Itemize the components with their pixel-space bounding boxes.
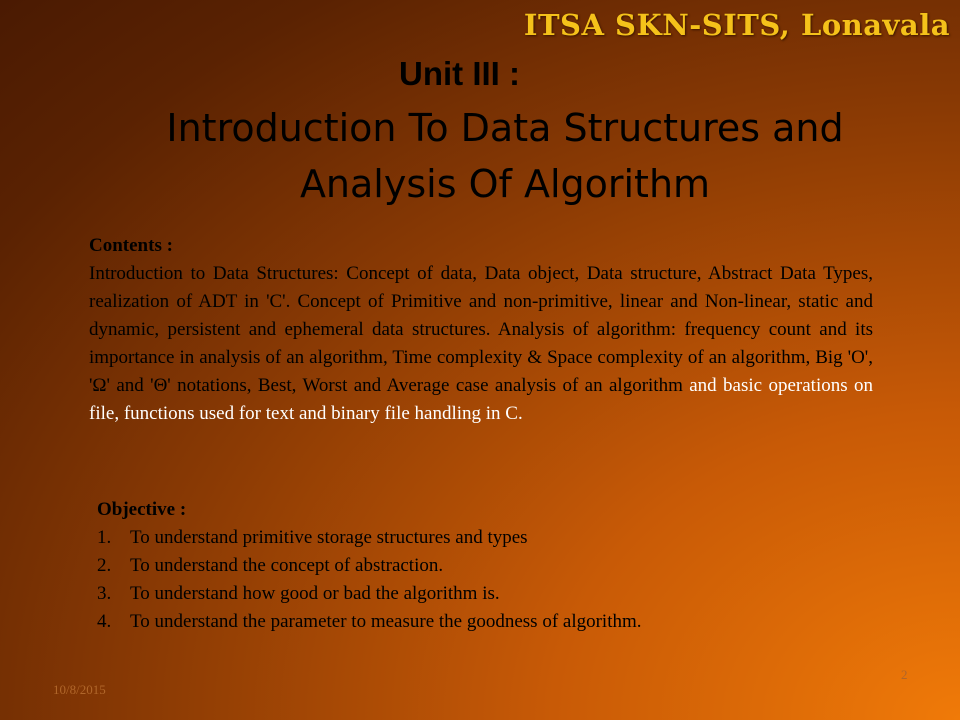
page-number: 2 bbox=[901, 667, 908, 682]
objective-section bbox=[97, 496, 687, 636]
contents-label: Contents : bbox=[89, 235, 173, 256]
objective-item-number: 4. bbox=[97, 611, 112, 632]
unit-label: Unit III : bbox=[399, 55, 520, 92]
objective-item-number: 2. bbox=[97, 555, 112, 576]
objective-item bbox=[97, 524, 687, 552]
objective-item bbox=[97, 580, 687, 608]
objective-item-text: To understand the concept of abstraction. bbox=[130, 555, 444, 576]
objective-item-number: 3. bbox=[97, 583, 112, 604]
objective-item bbox=[97, 552, 687, 580]
institute-name: ITSA SKN-SITS, Lonavala bbox=[523, 8, 950, 42]
slide-date: 10/8/2015 bbox=[53, 682, 106, 697]
objective-item-text: To understand the parameter to measure the goodness of algorithm. bbox=[130, 611, 642, 632]
objective-item-text: To understand how good or bad the algorithm is. bbox=[130, 583, 500, 604]
objective-item-text: To understand primitive storage structures and types bbox=[130, 527, 528, 548]
contents-section bbox=[89, 232, 873, 428]
slide-title: Introduction To Data Structures and Analysis Of Algorithm bbox=[166, 106, 844, 206]
objective-item bbox=[97, 608, 687, 636]
objective-item-number: 1. bbox=[97, 527, 112, 548]
objective-list bbox=[97, 524, 687, 636]
contents-text-highlight: and basic operations on file, functions used for text and binary file handling in C. bbox=[89, 375, 873, 424]
contents-text: Introduction to Data Structures: Concept of data, Data object, Data structure, Abstract Data Types, realization of ADT in 'C'. Concept of Primitive and non-primitive, linear and Non-linear, static and dynamic, persistent and ephemeral data structures. Analysis of algorithm: frequency count and its importance in analysis of an algorithm, Time complexity & Space complexity of an algorithm, Big 'O', 'Ω' and 'Θ' notations, Best, Worst and Average case analysis of an algorithm bbox=[89, 263, 873, 396]
objective-label: Objective : bbox=[97, 499, 187, 520]
